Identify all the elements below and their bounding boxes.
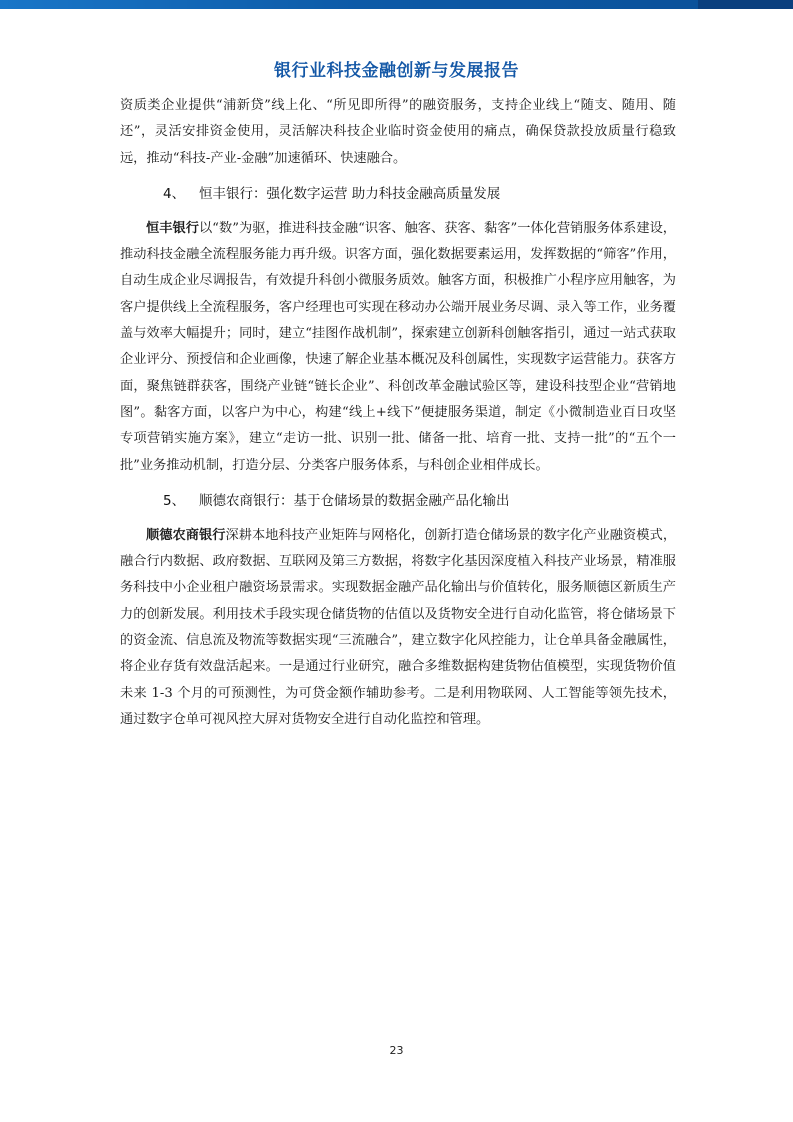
header-color-bar	[0, 0, 793, 9]
section-number: 4、	[163, 185, 186, 202]
bank-name-lead: 顺德农商银行	[146, 527, 226, 543]
section-heading-5	[120, 488, 676, 514]
section-number: 5、	[163, 492, 186, 509]
paragraph-hengfeng	[120, 216, 676, 479]
report-title: 银行业科技金融创新与发展报告	[274, 61, 519, 81]
paragraph-continued: 资质类企业提供“浦新贷”线上化、“所见即所得”的融资服务，支持企业线上“随支、随用、随还”，灵活安排资金使用，灵活解决科技企业临时资金使用的痛点，确保贷款投放质量行稳致远，推动“科技-产业-金融”加速循环、快速融合。	[120, 98, 676, 166]
page-number: 23	[389, 1044, 404, 1057]
section-title: 恒丰银行：强化数字运营 助力科技金融高质量发展	[199, 185, 501, 202]
page-body	[120, 93, 676, 733]
paragraph-text: 以“数”为驱，推进科技金融“识客、触客、获客、黏客”一体化营销服务体系建设，推动科技金融全流程服务能力再升级。识客方面，强化数据要素运用，发挥数据的“筛客”作用，自动生成企业尽调报告，有效提升科创小微服务质效。触客方面，积极推广小程序应用触客，为客户提供线上全流程服务，客户经理也可实现在移动办公端开展业务尽调、录入等工作，业务覆盖与效率大幅提升；同时，建立“挂图作战机制”，探索建立创新科创触客指引，通过一站式获取企业评分、预授信和企业画像，快速了解企业基本概况及科创属性，实现数字运营能力。获客方面，聚焦链群获客，围绕产业链“链长企业”、科创改革金融试验区等，建设科技型企业“营销地图”。黏客方面，以客户为中心，构建“线上+线下”便捷服务渠道，制定《小微制造业百日攻坚专项营销实施方案》，建立“走访一批、识别一批、储备一批、培育一批、支持一批”的“五个一批”业务推动机制，打造分层、分类客户服务体系，与科创企业相伴成长。	[120, 220, 676, 473]
section-title: 顺德农商银行：基于仓储场景的数据金融产品化输出	[199, 492, 510, 509]
bank-name-lead: 恒丰银行	[146, 220, 199, 236]
section-heading-4	[120, 181, 676, 207]
header-color-bar-accent	[698, 0, 793, 9]
paragraph-shunde	[120, 523, 676, 733]
paragraph-text: 深耕本地科技产业矩阵与网格化，创新打造仓储场景的数字化产业融资模式，融合行内数据、政府数据、互联网及第三方数据，将数字化基因深度植入科技产业场景，精准服务科技中小企业租户融资场景需求。实现数据金融产品化输出与价值转化，服务顺德区新质生产力的创新发展。利用技术手段实现仓储货物的估值以及货物安全进行自动化监管，将仓储场景下的资金流、信息流及物流等数据实现“三流融合”，建立数字化风控能力，让仓单具备金融属性，将企业存货有效盘活起来。一是通过行业研究，融合多维数据构建货物估值模型，实现货物价值未来 1-3 个月的可预测性，为可贷金额作辅助参考。二是利用物联网、人工智能等领先技术，通过数字仓单可视风控大屏对货物安全进行自动化监控和管理。	[120, 527, 677, 727]
